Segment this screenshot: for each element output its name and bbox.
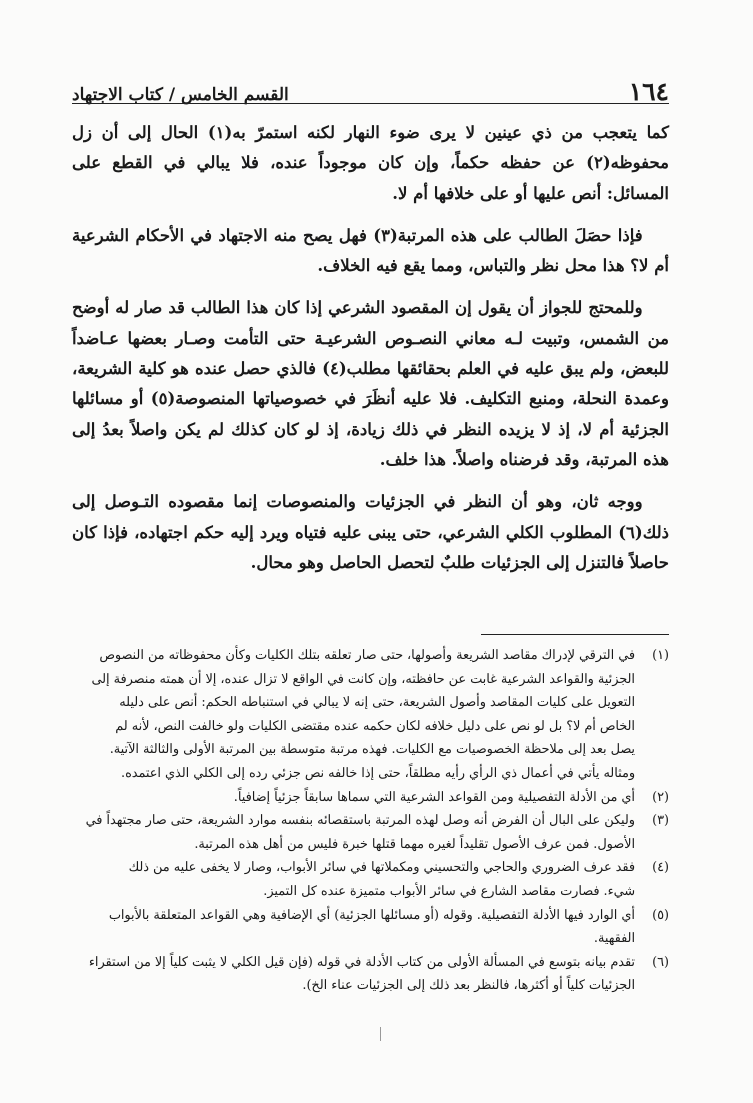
footnote-line: الجزئية والقواعد الشرعية غابت عن حافظته، وإن كانت في الواقع لا تزال عنده، إلا أن همته منصرفة إلى [91,671,635,687]
footnote-number: (٥) [652,907,669,923]
footnote-text [72,644,635,786]
footnote-number: (٤) [652,860,669,876]
footnote-line: الفقهية. [593,931,635,947]
footnote-number: (٢) [652,789,669,805]
footnote-number: (١) [652,648,669,663]
footnote-line: شيء. فصارت مقاصد الشارع في سائر الأبواب متميزة عنده كل التميز. [263,883,635,899]
footnote-line: التعويل على كليات المقاصد وأصول الشريعة، حتى إنه لا يبالي في استنباطه الحكم: أنص على دليله [119,695,635,711]
footnote-text [72,856,635,903]
footnote-line: أي الوارد فيها الأدلة التفصيلية. وقوله (أو مسائلها الجزئية) أي الإضافية وهي القواعد المتعلقة بالأبواب [108,907,635,923]
footnote-line: ومثاله يأتي في أعمال ذي الرأي رأيه مطلقاً، حتى إذا خالفه نص جزئي رده إلى الكلي الذي اعتمده. [121,765,635,781]
footnote-line: يصل بعد إلى ملاحظة الخصوصيات مع الكليات. فهذه مرتبة متوسطة بين المرتبة الأولى والثالثة الآتية. [109,742,635,758]
footnote-text [72,786,635,810]
footnote-line: وليكن على البال أن الفرض أنه وصل لهذه المرتبة باستقصائه بنفسه موارد الشريعة، حتى صار مجتهداً في [85,813,635,829]
footnote-line: في الترقي لإدراك مقاصد الشريعة وأصولها، حتى صار تعلقه بتلك الكليات وكأن محفوظاته من النصوص [99,648,635,663]
footnote-line: تقدم بيانه بتوسع في المسألة الأولى من كتاب الأدلة في قوله (فإن قيل الكلي لا يثبت كلياً إلا من استقراء [88,954,635,970]
page-number: ١٦٤ [628,77,669,106]
paragraph: ووجه ثان، وهو أن النظر في الجزئيات والمنصوصات إنما مقصوده التـوصل إلى ذلك(٦) المطلوب الكلي الشرعي، حتى يبنى عليه فتياه ويرد إليه حكم اجتهاده، فإذا كان حاصلاً فالتنزل إلى الجزئيات طلبٌ لتحصل الحاصل وهو محال. [72,492,669,572]
footnote-divider [481,634,669,635]
paragraph: فإذا حصَلَ الطالب على هذه المرتبة(٣) فهل يصح منه الاجتهاد في الأحكام الشرعية أم لا؟ هذا محل نظر والتباس، ومما يقع فيه الخلاف. [72,225,669,276]
running-title: القسم الخامس / كتاب الاجتهاد [72,85,289,105]
footnote-number: (٣) [652,813,669,829]
footnote-number: (٦) [652,954,669,970]
footnote-line: الأصول. فمن عرف الأصول تقليداً لغيره مهما قتلها خبرة فليس من أهل هذه المرتبة. [194,836,635,852]
footnote [72,786,669,810]
main-text [72,118,669,590]
header-divider [72,103,669,104]
footnote-text [72,809,635,856]
footnote-line: الجزئيات كلياً أو أكثرها، فالنظر بعد ذلك إلى الجزئيات عناء الخ). [302,978,635,994]
footnote-line: أي من الأدلة التفصيلية ومن القواعد الشرعية التي سماها سابقاً جزئياً إضافياً. [233,789,635,805]
footnote [72,904,669,951]
footnote-line: الخاص أم لا؟ بل لو نص على دليل خلافه لكان حكمه عنده مقتضى الكليات ولو خالفت النص، لأنه لم [115,718,635,734]
footnote-text [72,904,635,951]
page-bottom-mark [380,1027,381,1041]
paragraph: وللمحتج للجواز أن يقول إن المقصود الشرعي إذا كان هذا الطالب قد صار له أوضح من الشمس، وتبيت لـه معاني النصـوص الشرعيـة حتى التأمت وصـار بعضها عـاضداً للبعض، ولم يبق عليه في العلم بحقائقها مطلب(٤) فالذي حصل عنده هو كلية الشريعة، وعمدة النحلة، ومنبع التكليف. فلا عليه أنظَرَ في خصوصياتها المنصوصة(٥) أو مسائلها الجزئية أم لا، إذ لا يزيده النظر في ذلك زيادة، إذ لو كان كذلك لم يكن واصلاً بعدُ إلى هذه المرتبة، وقد فرضناه واصلاً. هذا خلف. [72,298,670,469]
footnote [72,644,669,786]
footnote-text [72,951,635,998]
paragraph: كما يتعجب من ذي عينين لا يرى ضوء النهار لكنه استمرّ به(١) الحال إلى أن زل محفوظه(٢) عن حفظه حكماً، وإن كان موجوداً عنده، فلا يبالي في القطع على المسائل: أنص عليها أو على خلافها أم لا. [72,123,669,203]
footnote [72,809,669,856]
footnote [72,856,669,903]
footnotes [72,644,669,998]
footnote [72,951,669,998]
footnote-line: فقد عرف الضروري والحاجي والتحسيني ومكملاتها في سائر الأبواب، وصار لا يخفى عليه من ذلك [128,860,635,876]
page-header [72,70,669,104]
